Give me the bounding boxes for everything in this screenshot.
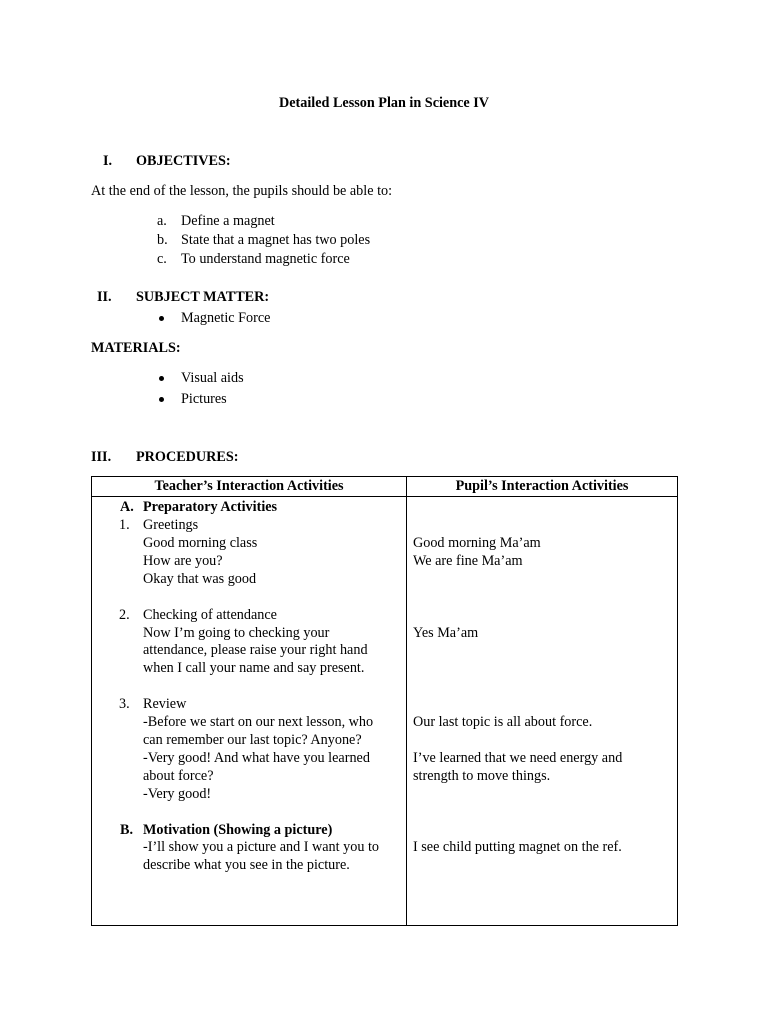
pupil-line: I see child putting magnet on the ref. (413, 839, 622, 855)
teacher-line: Greetings (143, 517, 199, 533)
pupil-line: Good morning Ma’am (413, 535, 541, 551)
teacher-line: How are you? (143, 553, 223, 569)
objective-item: State that a magnet has two poles (181, 232, 371, 248)
teacher-line: Good morning class (143, 535, 258, 551)
teacher-line: attendance, please raise your right hand (143, 642, 368, 658)
page-title: Detailed Lesson Plan in Science IV (278, 95, 490, 111)
teacher-column-header: Teacher’s Interaction Activities (92, 477, 407, 497)
teacher-line: -Very good! And what have you learned (143, 750, 370, 766)
teacher-line: -Before we start on our next lesson, who (143, 714, 374, 730)
section-b-marker: B. (120, 822, 134, 838)
procedures-number: III. (91, 449, 112, 465)
pupil-line: I’ve learned that we need energy and (413, 750, 623, 766)
step-3-number: 3. (119, 696, 130, 712)
pupil-activities-cell (407, 497, 678, 926)
pupil-line: strength to move things. (413, 768, 551, 784)
section-b-heading: Motivation (Showing a picture) (143, 822, 333, 838)
pupil-line: We are fine Ma’am (413, 553, 523, 569)
objectives-intro: At the end of the lesson, the pupils should be able to: (91, 183, 393, 199)
teacher-activities-cell (92, 497, 407, 926)
teacher-line: Okay that was good (143, 571, 257, 587)
section-a-heading: Preparatory Activities (143, 499, 278, 515)
subject-matter-heading: SUBJECT MATTER: (136, 289, 270, 305)
teacher-line: Review (143, 696, 187, 712)
pupil-line: Yes Ma’am (413, 625, 479, 641)
objective-item: To understand magnetic force (181, 251, 350, 267)
objectives-number: I. (103, 153, 113, 169)
procedures-table (91, 476, 678, 926)
materials-item: Visual aids (181, 370, 244, 386)
step-1-number: 1. (119, 517, 130, 533)
teacher-line: describe what you see in the picture. (143, 857, 350, 873)
teacher-line: can remember our last topic? Anyone? (143, 732, 362, 748)
teacher-line: -I’ll show you a picture and I want you to (143, 839, 380, 855)
objective-marker: a. (157, 213, 167, 229)
teacher-line: Now I’m going to checking your (143, 625, 330, 641)
teacher-line: -Very good! (143, 786, 212, 802)
pupil-column-header: Pupil’s Interaction Activities (407, 477, 678, 497)
teacher-line: about force? (143, 768, 214, 784)
bullet-icon (159, 397, 164, 402)
bullet-icon (159, 376, 164, 381)
subject-matter-number: II. (97, 289, 112, 305)
materials-item: Pictures (181, 391, 227, 407)
bullet-icon (159, 316, 164, 321)
step-2-number: 2. (119, 607, 130, 623)
pupil-line: Our last topic is all about force. (413, 714, 593, 730)
section-a-marker: A. (120, 499, 134, 515)
objective-marker: c. (157, 251, 167, 267)
objectives-heading: OBJECTIVES: (136, 153, 231, 169)
teacher-line: Checking of attendance (143, 607, 277, 623)
materials-heading: MATERIALS: (91, 340, 181, 356)
teacher-line: when I call your name and say present. (143, 660, 365, 676)
procedures-heading: PROCEDURES: (136, 449, 239, 465)
objective-item: Define a magnet (181, 213, 275, 229)
objective-marker: b. (157, 232, 168, 248)
subject-matter-item: Magnetic Force (181, 310, 271, 326)
